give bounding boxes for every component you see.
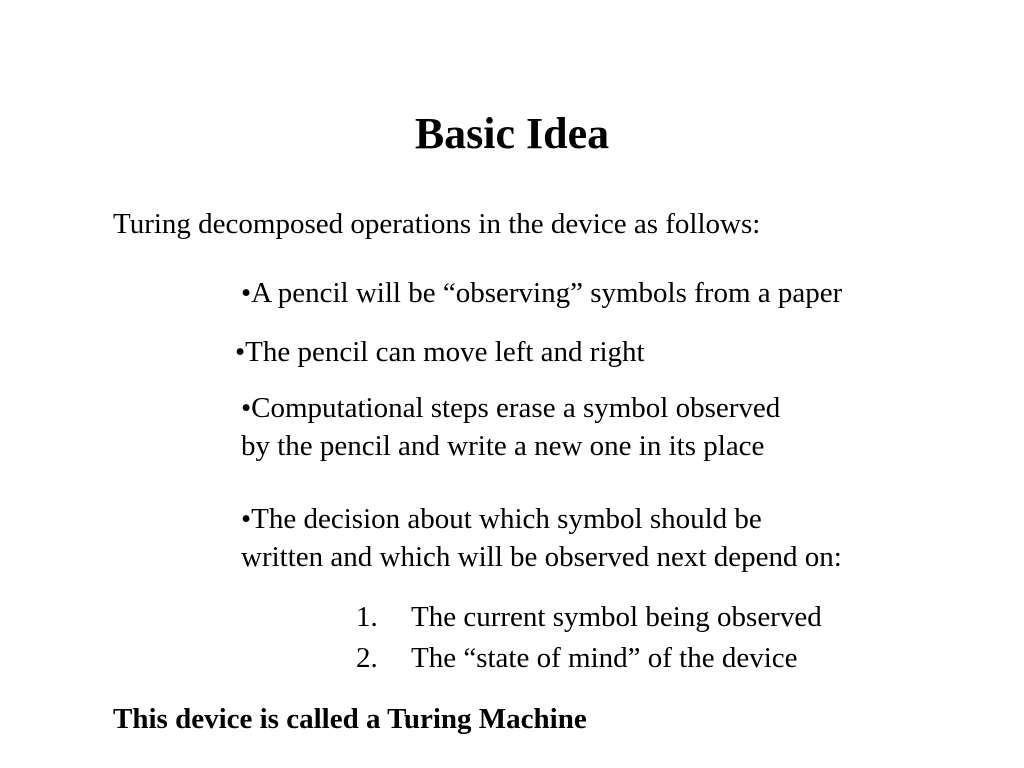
item-text: The current symbol being observed xyxy=(411,601,822,633)
bullet-line: written and which will be observed next depend on: xyxy=(241,541,842,573)
intro-text: Turing decomposed operations in the device as follows: xyxy=(113,208,761,240)
numbered-item xyxy=(356,638,822,679)
bullet-line: •The pencil can move left and right xyxy=(235,336,645,368)
bullet-line: •A pencil will be “observing” symbols from a paper xyxy=(241,277,843,309)
bullet-pencil-move xyxy=(235,333,645,371)
slide-title: Basic Idea xyxy=(414,109,610,158)
bullet-computational-steps xyxy=(241,389,780,465)
bullet-pencil-observing xyxy=(241,274,842,312)
item-marker: 1. xyxy=(356,601,378,633)
bullet-decision xyxy=(241,500,842,576)
numbered-list xyxy=(356,597,822,679)
bullet-line: •The decision about which symbol should be xyxy=(241,503,762,535)
item-marker: 2. xyxy=(356,642,378,674)
numbered-item xyxy=(356,597,822,638)
item-text: The “state of mind” of the device xyxy=(411,642,798,674)
bullet-line: •Computational steps erase a symbol observed xyxy=(241,392,781,424)
bullet-line: by the pencil and write a new one in its place xyxy=(241,430,765,462)
conclusion-text: This device is called a Turing Machine xyxy=(113,703,587,735)
